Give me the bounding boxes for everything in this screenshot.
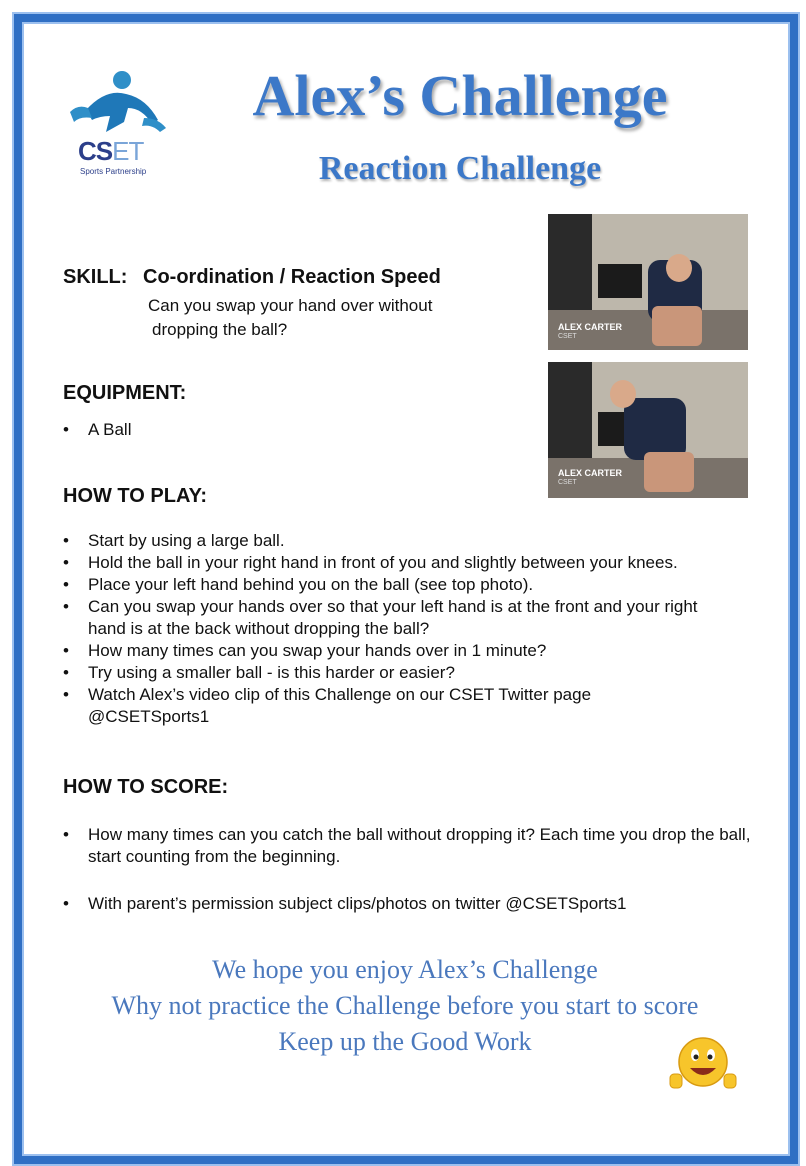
footer-line-1: We hope you enjoy Alex’s Challenge xyxy=(212,955,598,984)
list-item: • Can you swap your hands over so that your left hand is at the front and your right hand is at the back without dropping the ball? xyxy=(63,596,723,640)
footer-message xyxy=(60,952,750,1060)
photo-subcaption: CSET xyxy=(558,479,577,486)
list-item: • Hold the ball in your right hand in front of you and slightly between your knees. xyxy=(63,552,763,574)
logo-text: CSET xyxy=(78,136,144,166)
how-to-score-heading: HOW TO SCORE: xyxy=(63,776,229,798)
photo-subcaption: CSET xyxy=(558,333,577,340)
list-item: • Start by using a large ball. xyxy=(63,530,763,552)
list-item: • Place your left hand behind you on the ball (see top photo). xyxy=(63,574,763,596)
logo-subtext: Sports Partnership xyxy=(80,167,147,176)
equipment-list xyxy=(63,419,463,441)
equipment-heading: EQUIPMENT: xyxy=(63,382,187,404)
skill-line-1: Can you swap your hand over without xyxy=(148,296,433,315)
photo-caption: ALEX CARTER xyxy=(558,468,623,478)
photo-top xyxy=(548,214,748,350)
list-item: • How many times can you catch the ball without dropping it? Each time you drop the ball, start counting from the beginning. xyxy=(63,824,763,868)
skill-heading xyxy=(63,266,441,289)
list-item: • Try using a smaller ball - is this harder or easier? xyxy=(63,662,763,684)
photo-caption: ALEX CARTER xyxy=(558,322,623,332)
list-item: • Watch Alex’s video clip of this Challenge on our CSET Twitter page @CSETSports1 xyxy=(63,684,648,728)
skill-line-2: dropping the ball? xyxy=(152,320,288,339)
skill-description xyxy=(148,294,518,342)
footer-line-3: Keep up the Good Work xyxy=(278,1027,532,1056)
how-to-play-list xyxy=(63,530,763,728)
how-to-score-list xyxy=(63,824,763,915)
list-item: • A Ball xyxy=(63,419,463,441)
skill-value: Co-ordination / Reaction Speed xyxy=(143,266,441,288)
photo-bottom xyxy=(548,362,748,498)
list-item: • How many times can you swap your hands over in 1 minute? xyxy=(63,640,763,662)
thumbs-up-smiley-icon xyxy=(668,1036,738,1092)
list-item: • With parent’s permission subject clips/photos on twitter @CSETSports1 xyxy=(63,893,763,915)
page-subtitle: Reaction Challenge xyxy=(318,150,602,187)
page-title: Alex’s Challenge xyxy=(252,63,668,128)
footer-line-2: Why not practice the Challenge before you start to score xyxy=(111,991,699,1020)
how-to-play-heading: HOW TO PLAY: xyxy=(63,485,208,507)
skill-label: SKILL: xyxy=(63,266,128,288)
